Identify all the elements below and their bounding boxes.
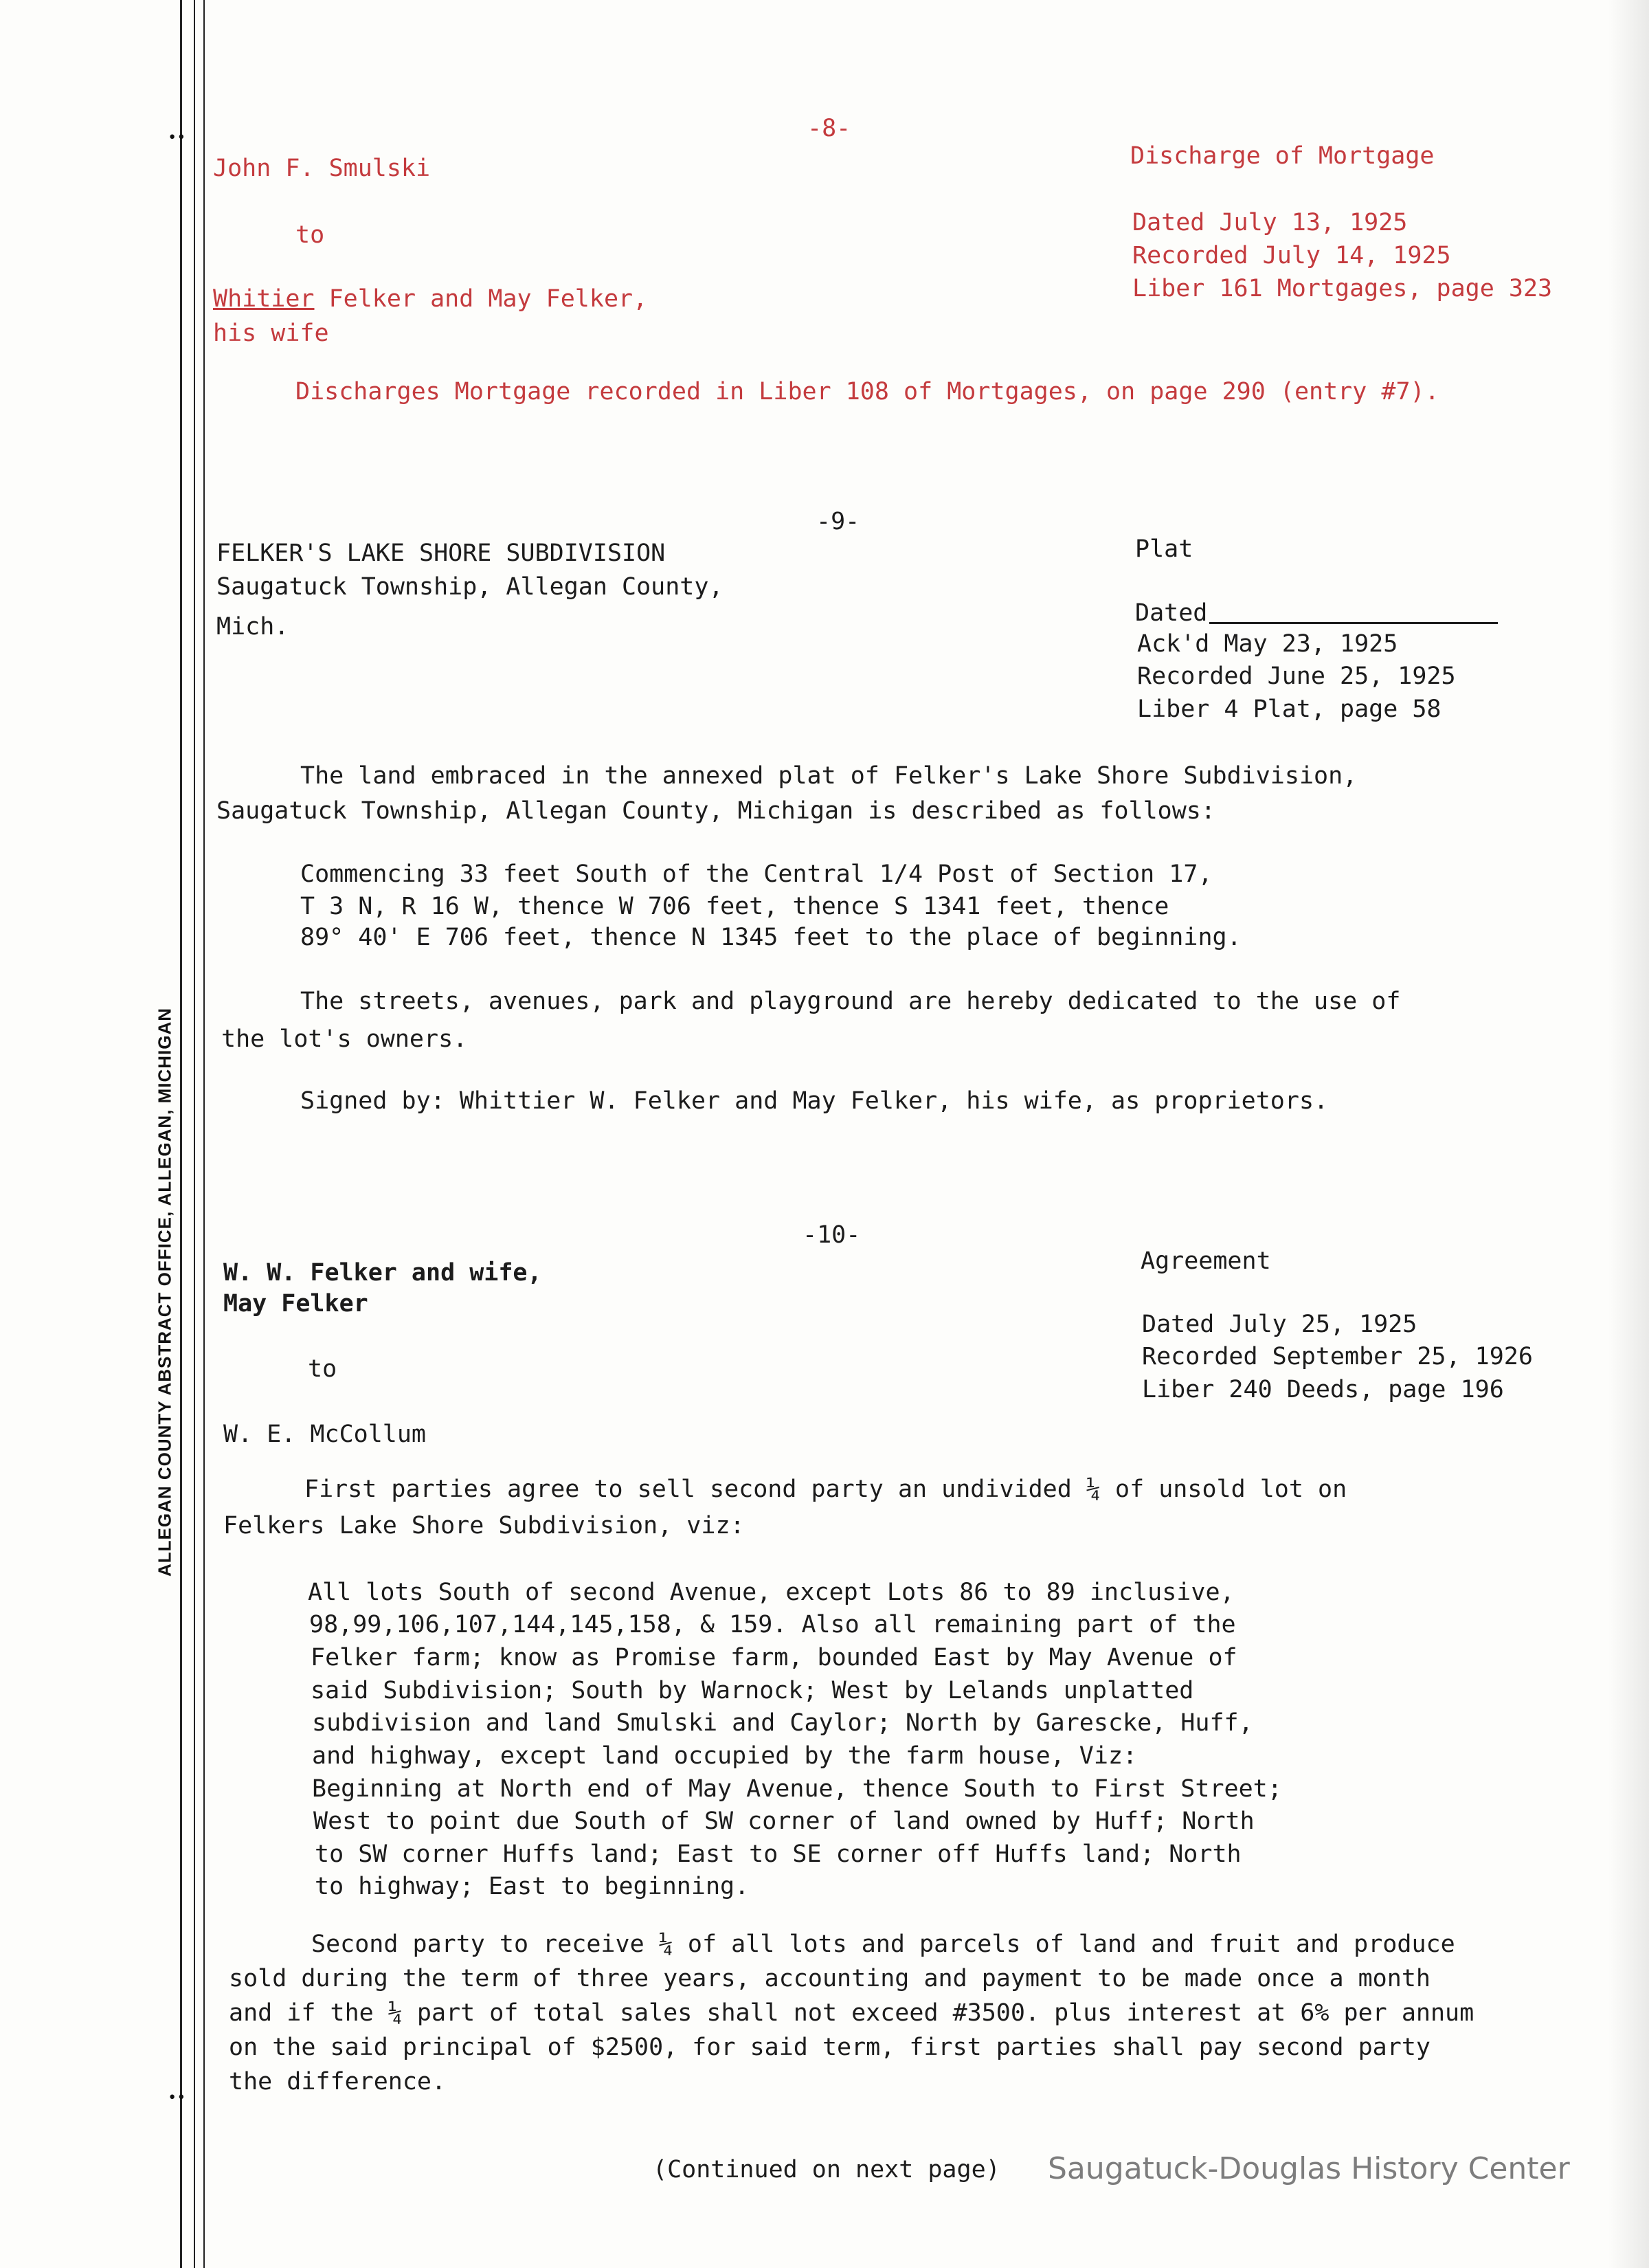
grantee-line2: his wife (213, 320, 329, 347)
entry-number: -9- (816, 508, 860, 535)
lots-description-line: said Subdivision; South by Warnock; West by Lelands unplatted (311, 1677, 1194, 1704)
terms-line: and if the ¼ part of total sales shall not exceed #3500. plus interest at 6% per annum (229, 1999, 1474, 2027)
plat-paragraph-line1: The land embraced in the annexed plat of Felker's Lake Shore Subdivision, (300, 762, 1358, 790)
dedication-line2: the lot's owners. (221, 1025, 468, 1053)
lots-description-line: subdivision and land Smulski and Caylor; North by Garescke, Huff, (312, 1709, 1253, 1737)
grantee: W. E. McCollum (223, 1421, 427, 1448)
page-edge-shadow (1608, 0, 1649, 2268)
terms-line: Second party to receive ¼ of all lots and parcels of land and fruit and produce (311, 1931, 1455, 1958)
terms-line: on the said principal of $2500, for said term, first parties shall pay second party (229, 2034, 1431, 2061)
liber-reference: Liber 161 Mortgages, page 323 (1132, 275, 1553, 302)
grantor-line1: W. W. Felker and wife, (223, 1259, 542, 1287)
lots-description-line: to SW corner Huffs land; East to SE corner off Huffs land; North (315, 1841, 1242, 1868)
acknowledged: Ack'd May 23, 1925 (1137, 630, 1398, 658)
document-type: Discharge of Mortgage (1130, 142, 1435, 170)
liber-reference: Liber 240 Deeds, page 196 (1142, 1376, 1504, 1403)
liber-reference: Liber 4 Plat, page 58 (1137, 696, 1442, 723)
signatories: Signed by: Whittier W. Felker and May Felker, his wife, as proprietors. (300, 1087, 1329, 1115)
recorded: Recorded September 25, 1926 (1142, 1343, 1533, 1370)
abstract-office-label: ALLEGAN COUNTY ABSTRACT OFFICE, ALLEGAN, MICHIGAN (155, 995, 176, 1589)
lots-description-line: Beginning at North end of May Avenue, thence South to First Street; (312, 1775, 1282, 1803)
subdivision-title: FELKER'S LAKE SHORE SUBDIVISION (216, 540, 666, 567)
lots-description-line: and highway, except land occupied by the farm house, Viz: (312, 1742, 1138, 1770)
to-label: to (308, 1355, 337, 1383)
grantee (213, 287, 647, 311)
recorded: Recorded June 25, 1925 (1137, 663, 1456, 690)
lots-description-line: West to point due South of SW corner of land owned by Huff; North (313, 1808, 1255, 1835)
entry-number: -8- (807, 115, 851, 142)
margin-rule (180, 0, 182, 2268)
to-label: to (295, 221, 325, 249)
description-line2: T 3 N, R 16 W, thence W 706 feet, thence S 1341 feet, thence (300, 893, 1169, 920)
grantor: John F. Smulski (213, 155, 431, 182)
location-line2: Mich. (216, 613, 289, 641)
document-type: Agreement (1141, 1247, 1271, 1275)
description-line3: 89° 40' E 706 feet, thence N 1345 feet to the place of beginning. (300, 924, 1242, 951)
margin-rule (194, 0, 195, 2268)
dedication-line1: The streets, avenues, park and playground are hereby dedicated to the use of (300, 988, 1401, 1015)
dated: Dated July 25, 1925 (1142, 1311, 1417, 1338)
agreement-paragraph-line1: First parties agree to sell second party an undivided ¼ of unsold lot on (304, 1476, 1347, 1503)
lots-description-line: Felker farm; know as Promise farm, bounded East by May Avenue of (311, 1644, 1237, 1671)
description-line1: Commencing 33 feet South of the Central 1/4 Post of Section 17, (300, 860, 1213, 888)
dated: Dated July 13, 1925 (1132, 209, 1408, 236)
continued-note: (Continued on next page) (653, 2156, 1000, 2183)
margin-rule (203, 0, 205, 2268)
dated: Dated (1135, 599, 1208, 627)
grantee-name-rest: Felker and May Felker, (314, 285, 648, 313)
grantee-underlined-name: Whitier (213, 285, 315, 313)
lots-description-line: to highway; East to beginning. (315, 1873, 750, 1900)
terms-line: the difference. (229, 2068, 447, 2095)
location-line1: Saugatuck Township, Allegan County, (216, 573, 723, 601)
binder-hole-mark: •• (168, 2089, 186, 2106)
discharge-description: Discharges Mortgage recorded in Liber 108 of Mortgages, on page 290 (entry #7). (295, 378, 1439, 405)
dated-blank-line (1209, 622, 1498, 624)
entry-number: -10- (803, 1221, 861, 1249)
watermark: Saugatuck-Douglas History Center (1048, 2151, 1570, 2186)
lots-description-line: All lots South of second Avenue, except Lots 86 to 89 inclusive, (308, 1579, 1235, 1606)
document-type: Plat (1135, 535, 1193, 563)
recorded: Recorded July 14, 1925 (1132, 242, 1451, 269)
terms-line: sold during the term of three years, accounting and payment to be made once a month (229, 1965, 1431, 1992)
agreement-paragraph-line2: Felkers Lake Shore Subdivision, viz: (223, 1512, 745, 1539)
lots-description-line: 98,99,106,107,144,145,158, & 159. Also all remaining part of the (309, 1611, 1236, 1638)
grantor-line2: May Felker (223, 1290, 368, 1318)
binder-hole-mark: •• (168, 129, 186, 146)
plat-paragraph-line2: Saugatuck Township, Allegan County, Michigan is described as follows: (216, 797, 1215, 825)
